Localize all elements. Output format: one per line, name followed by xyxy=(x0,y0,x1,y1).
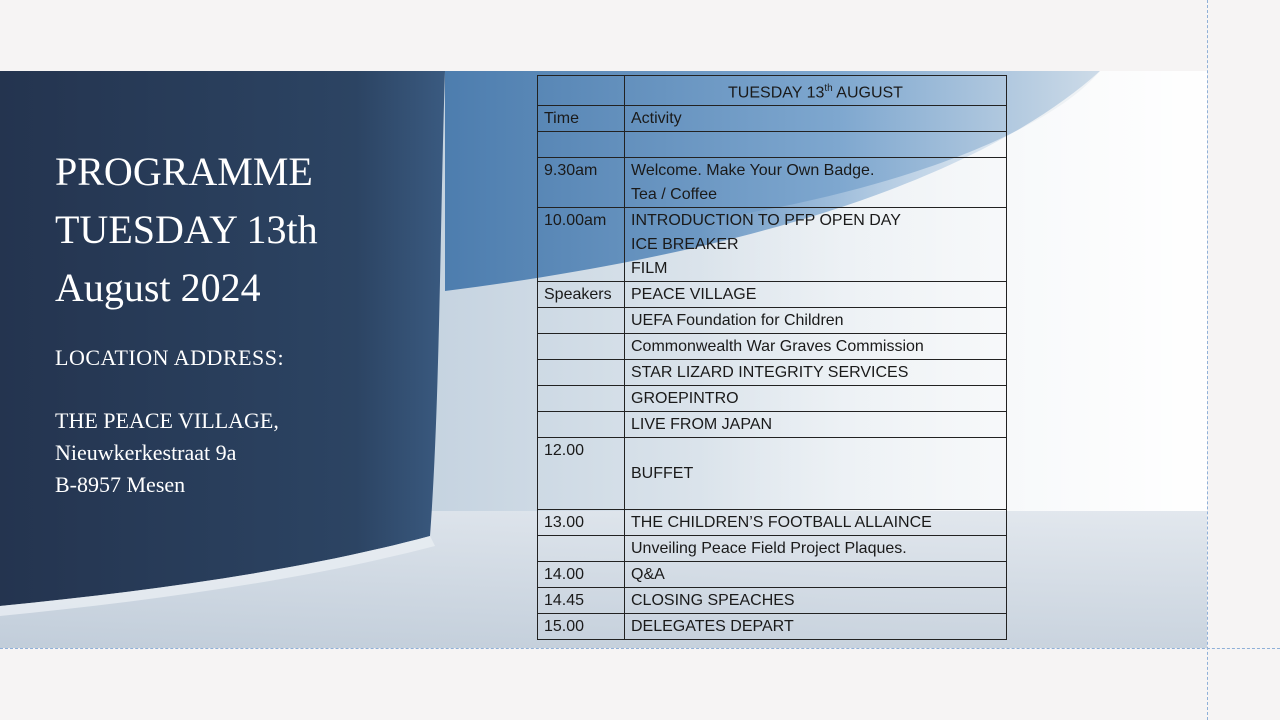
title-block xyxy=(55,143,318,501)
activity-cell: UEFA Foundation for Children xyxy=(625,308,1007,334)
activity-cell: DELEGATES DEPART xyxy=(625,614,1007,640)
activity-line: FILM xyxy=(631,260,668,278)
activity-line: Welcome. Make Your Own Badge. xyxy=(631,162,875,180)
time-cell: 12.00 xyxy=(538,438,625,510)
title-line-2: TUESDAY 13th xyxy=(55,207,318,252)
table-row xyxy=(538,536,1007,562)
table-row xyxy=(538,360,1007,386)
header-date-suffix: AUGUST xyxy=(832,84,903,102)
time-cell: 13.00 xyxy=(538,510,625,536)
table-row xyxy=(538,208,1007,282)
title-line-1: PROGRAMME xyxy=(55,149,313,194)
time-cell: 14.45 xyxy=(538,588,625,614)
header-date-prefix: TUESDAY 13 xyxy=(728,84,825,102)
time-cell xyxy=(538,412,625,438)
activity-cell xyxy=(625,208,1007,282)
table-row xyxy=(538,438,1007,510)
activity-cell: Q&A xyxy=(625,562,1007,588)
blank-cell xyxy=(625,132,1007,158)
table-header-row xyxy=(538,76,1007,106)
table-row-blank xyxy=(538,132,1007,158)
address-line-2: Nieuwkerkestraat 9a xyxy=(55,440,237,465)
table-row xyxy=(538,334,1007,360)
horizontal-guide-line xyxy=(0,648,1280,649)
table-row xyxy=(538,412,1007,438)
time-cell xyxy=(538,360,625,386)
time-cell xyxy=(538,334,625,360)
column-header-row xyxy=(538,106,1007,132)
time-cell: 15.00 xyxy=(538,614,625,640)
activity-cell: Commonwealth War Graves Commission xyxy=(625,334,1007,360)
time-cell xyxy=(538,386,625,412)
activity-line: ICE BREAKER xyxy=(631,236,739,254)
table-row xyxy=(538,614,1007,640)
table-row xyxy=(538,510,1007,536)
table-row xyxy=(538,588,1007,614)
slide-canvas[interactable] xyxy=(0,71,1207,648)
time-cell: 9.30am xyxy=(538,158,625,208)
time-cell: 10.00am xyxy=(538,208,625,282)
time-cell: 14.00 xyxy=(538,562,625,588)
activity-cell xyxy=(625,158,1007,208)
location-label: LOCATION ADDRESS: xyxy=(55,345,285,370)
table-row xyxy=(538,386,1007,412)
activity-line: INTRODUCTION TO PFP OPEN DAY xyxy=(631,212,901,230)
activity-cell: CLOSING SPEACHES xyxy=(625,588,1007,614)
time-cell: Speakers xyxy=(538,282,625,308)
activity-cell: Unveiling Peace Field Project Plaques. xyxy=(625,536,1007,562)
title-line-3: August 2024 xyxy=(55,265,261,310)
time-cell xyxy=(538,536,625,562)
header-empty-cell xyxy=(538,76,625,106)
activity-cell: THE CHILDREN’S FOOTBALL ALLAINCE xyxy=(625,510,1007,536)
address-line-3: B-8957 Mesen xyxy=(55,472,186,497)
header-date-sup: th xyxy=(824,83,833,94)
address-line-1: THE PEACE VILLAGE, xyxy=(55,408,279,433)
table-row xyxy=(538,562,1007,588)
activity-cell: LIVE FROM JAPAN xyxy=(625,412,1007,438)
vertical-guide-line xyxy=(1207,0,1208,720)
activity-cell: GROEPINTRO xyxy=(625,386,1007,412)
activity-cell: BUFFET xyxy=(625,438,1007,510)
table-row xyxy=(538,282,1007,308)
activity-line: Tea / Coffee xyxy=(631,186,717,204)
activity-cell: PEACE VILLAGE xyxy=(625,282,1007,308)
address xyxy=(55,405,318,501)
blank-cell xyxy=(538,132,625,158)
column-header-time: Time xyxy=(538,106,625,132)
table-row xyxy=(538,158,1007,208)
activity-cell: STAR LIZARD INTEGRITY SERVICES xyxy=(625,360,1007,386)
schedule-table[interactable] xyxy=(537,75,1007,640)
table-row xyxy=(538,308,1007,334)
table-header-date xyxy=(625,76,1007,106)
time-cell xyxy=(538,308,625,334)
column-header-activity: Activity xyxy=(625,106,1007,132)
